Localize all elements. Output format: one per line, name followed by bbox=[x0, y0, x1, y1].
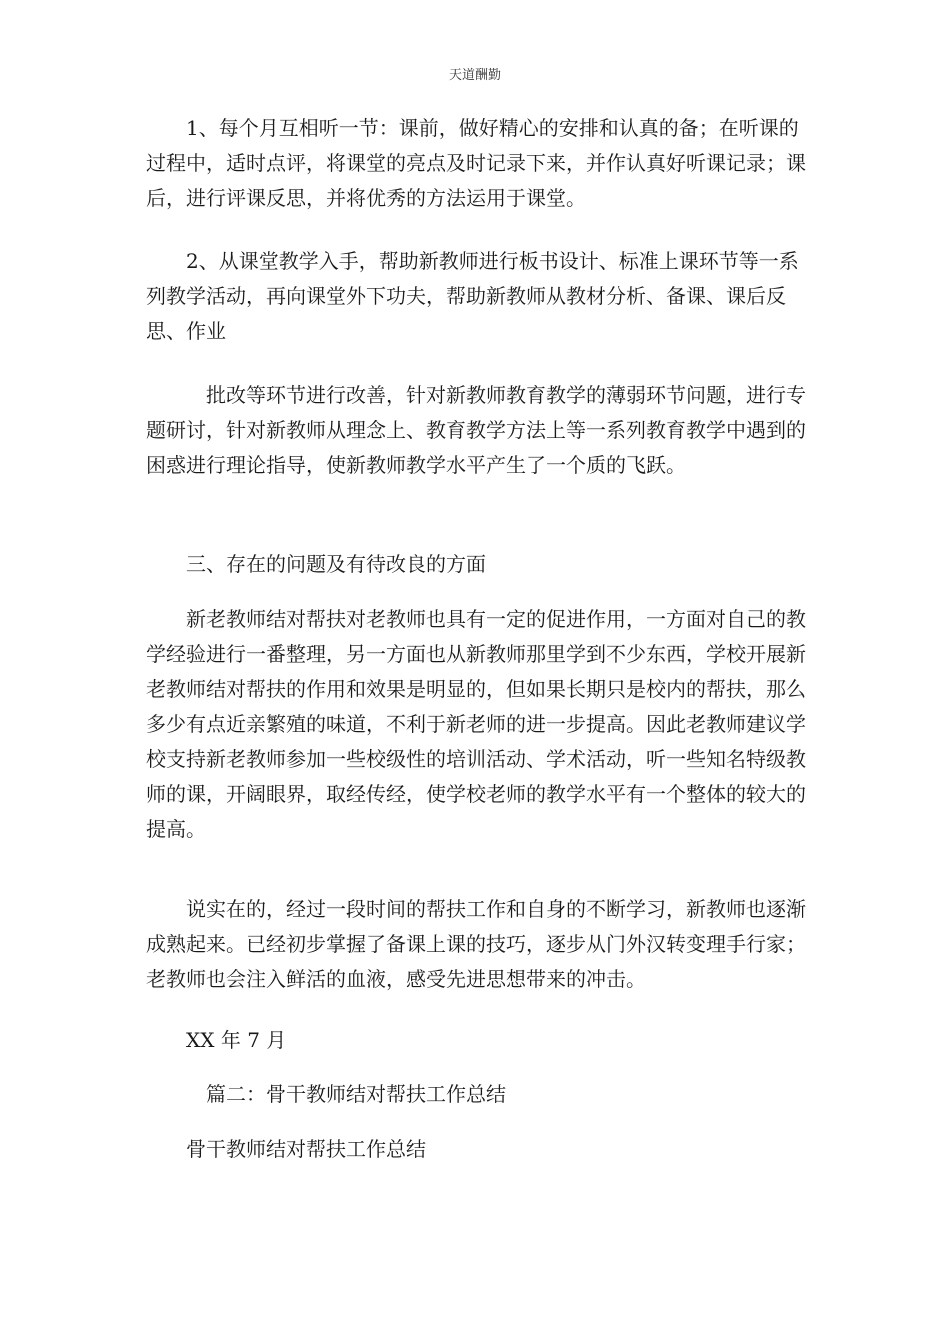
paragraph-5: 新老教师结对帮扶对老教师也具有一定的促进作用，一方面对自己的教学经验进行一番整理，另一方面也从新教师那里学到不少东西，学校开展新老教师结对帮扶的作用和效果是明显的，但如果长期只是校内的帮扶，那么多少有点近亲繁殖的味道，不利于新老师的进一步提高。因此老教师建议学校支持新老教师参加一些校级性的培训活动、学术活动，听一些知名特级教师的课，开阔眼界，取经传经，使学校老师的教学水平有一个整体的较大的提高。 bbox=[146, 607, 806, 841]
page-header: 天道酬勤 bbox=[448, 68, 501, 83]
article-title: 篇二：骨干教师结对帮扶工作总结 bbox=[146, 1082, 506, 1106]
paragraph-2: 2、从课堂教学入手，帮助新教师进行板书设计、标准上课环节等一系列教学活动，再向课堂外下功夫，帮助新教师从教材分析、备课、课后反思、作业 bbox=[146, 249, 799, 343]
paragraph-1: 1、每个月互相听一节：课前，做好精心的安排和认真的备；在听课的过程中，适时点评，将课堂的亮点及时记录下来，并作认真好听课记录；课后，进行评课反思，并将优秀的方法运用于课堂。 bbox=[146, 116, 806, 210]
date-line: XX 年 7 月 bbox=[146, 1028, 287, 1052]
paragraph-3: 批改等环节进行改善，针对新教师教育教学的薄弱环节问题，进行专题研讨，针对新教师从理念上、教育教学方法上等一系列教育教学中遇到的困惑进行理论指导，使新教师教学水平产生了一个质的飞跃。 bbox=[146, 383, 806, 477]
article-subtitle: 骨干教师结对帮扶工作总结 bbox=[146, 1137, 426, 1161]
paragraph-6: 说实在的，经过一段时间的帮扶工作和自身的不断学习，新教师也逐渐成熟起来。已经初步掌握了备课上课的技巧，逐步从门外汉转变理手行家；老教师也会注入鲜活的血液，感受先进思想带来的冲击。 bbox=[146, 897, 806, 991]
section-heading: 三、存在的问题及有待改良的方面 bbox=[146, 552, 486, 576]
